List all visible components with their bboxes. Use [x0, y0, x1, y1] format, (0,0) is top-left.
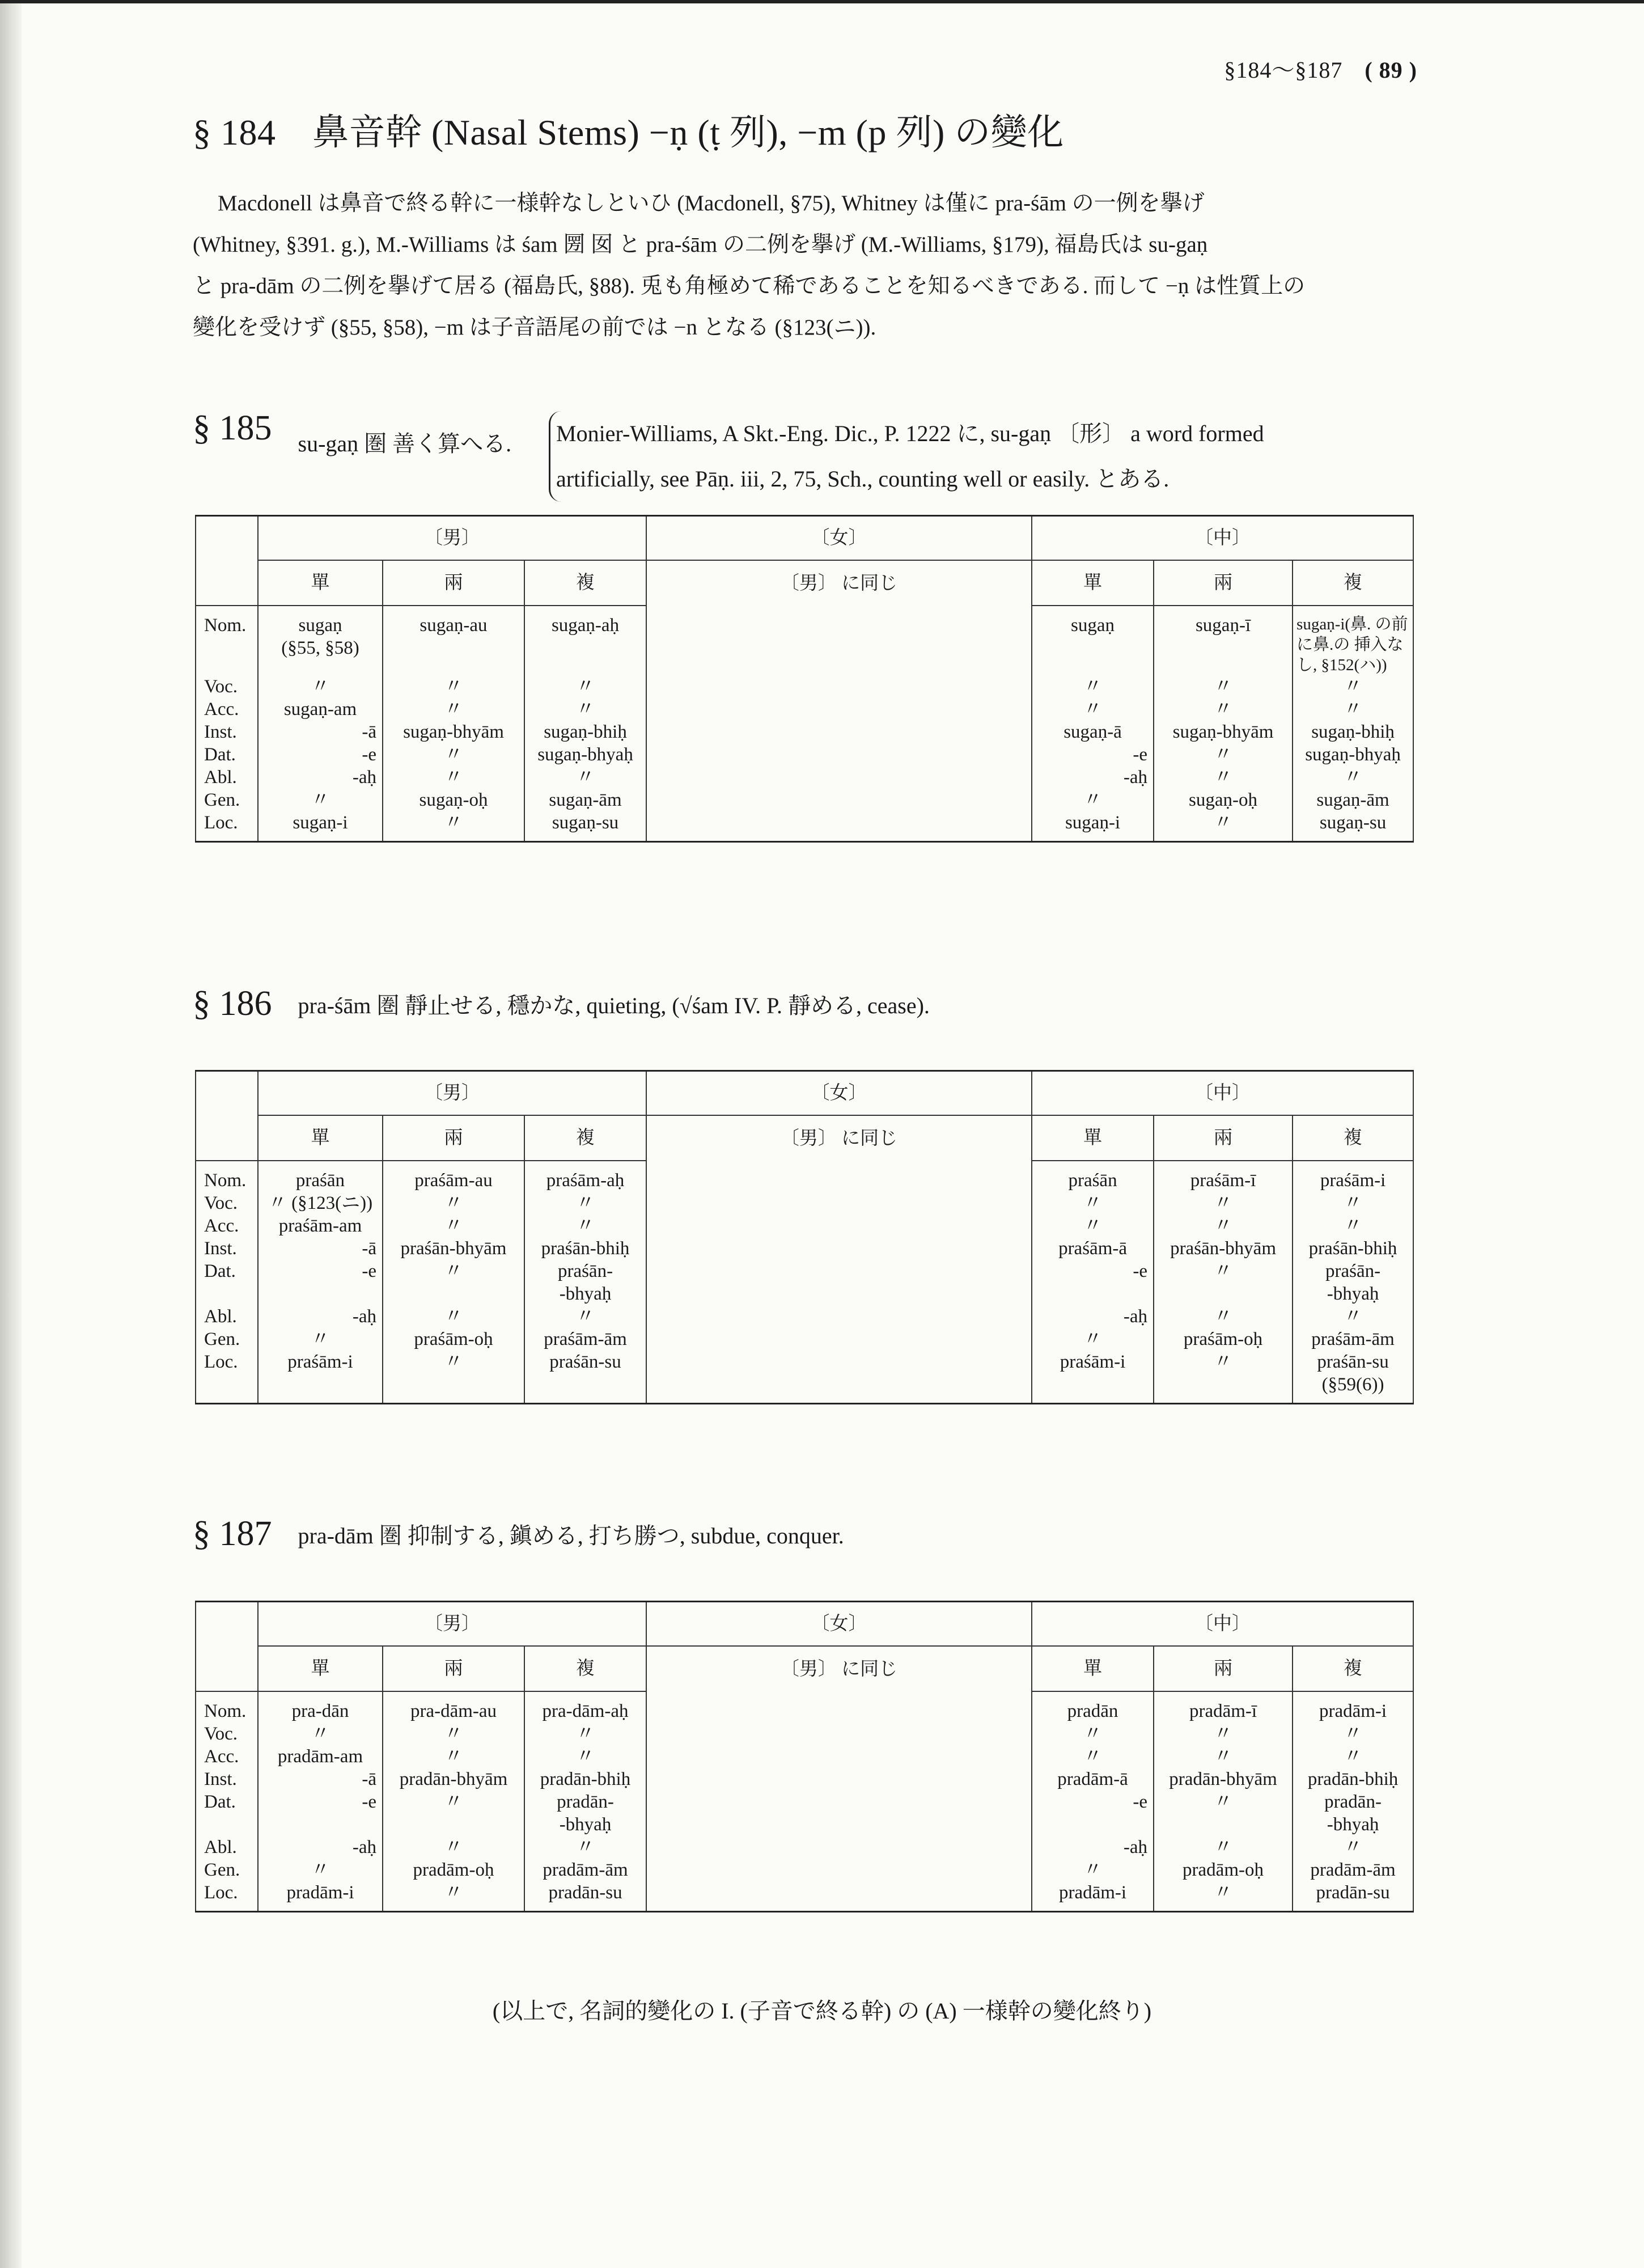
number-header-du: 兩 [383, 560, 524, 606]
form-cell: pradām-oḥ [1154, 1859, 1293, 1881]
form-cell: praśān-su [524, 1351, 646, 1404]
fem-cell [646, 1192, 1032, 1215]
form-cell: praśām-i [1293, 1161, 1413, 1192]
case-label: Dat. [196, 743, 258, 766]
form-cell: sugaṇ-bhyām [383, 721, 524, 743]
case-label: Dat. [196, 1791, 258, 1836]
form-cell: pradān [1032, 1691, 1154, 1723]
form-cell: pradām-am [258, 1745, 383, 1768]
form-cell: sugaṇ-su [1293, 811, 1413, 842]
form-cell: 〃 [1032, 1192, 1154, 1215]
form-cell: 〃 [383, 1745, 524, 1768]
form-cell: 〃 [1293, 1192, 1413, 1215]
table-row [196, 675, 1413, 698]
form-cell: 〃 [258, 1328, 383, 1351]
fem-cell [646, 811, 1032, 842]
table-row [196, 1836, 1413, 1859]
form-cell: pradān-su [1293, 1881, 1413, 1912]
case-label: Nom. [196, 1691, 258, 1723]
form-cell: 〃 [1032, 1745, 1154, 1768]
form-cell: pradām-ī [1154, 1691, 1293, 1723]
section-186-heading [193, 984, 930, 1024]
fem-cell [646, 1723, 1032, 1745]
section-185-heading [193, 408, 512, 456]
form-cell: pra-dām-au [383, 1691, 524, 1723]
form-cell: 〃 [1154, 698, 1293, 721]
form-cell: 〃 [383, 1192, 524, 1215]
case-label: Inst. [196, 721, 258, 743]
fem-cell [646, 1351, 1032, 1404]
form-cell: 〃 [1293, 1305, 1413, 1328]
fem-cell [646, 698, 1032, 721]
table-row [196, 1237, 1413, 1260]
form-cell: 〃 (§123(ニ)) [258, 1192, 383, 1215]
case-label: Acc. [196, 1745, 258, 1768]
form-cell: -e [258, 1260, 383, 1305]
number-header-pl: 複 [524, 1646, 646, 1691]
fem-cell [646, 1745, 1032, 1768]
form-cell: 〃 [1154, 1791, 1293, 1836]
form-cell: 〃 [383, 675, 524, 698]
table-row [196, 1791, 1413, 1836]
table-row [196, 1859, 1413, 1881]
gender-header-fem: 〔女〕 [646, 516, 1032, 561]
fem-cell [646, 1215, 1032, 1237]
form-cell: praśām-aḥ [524, 1161, 646, 1192]
form-cell: 〃 [524, 1192, 646, 1215]
number-header-sg: 單 [1032, 560, 1154, 606]
form-cell: praśām-i [258, 1351, 383, 1404]
declension-table-sugan [195, 515, 1414, 843]
form-cell: 〃 [383, 1723, 524, 1745]
declension-table-pradam [195, 1601, 1414, 1912]
paragraph-line: Macdonell は鼻音で終る幹に一様幹なしといひ (Macdonell, §75), Whitney は僅に pra-śām の一例を擧げ [218, 191, 1205, 215]
form-cell: -aḥ [1032, 766, 1154, 789]
form-cell: pradām-i [258, 1881, 383, 1912]
paragraph-line: と pra-dām の二例を擧げて居る (福島氏, §88). 兎も角極めて稀であることを知るべきである. 而して −ṇ は性質上の [193, 274, 1306, 298]
dictionary-note [549, 411, 1264, 502]
form-cell: 〃 [383, 698, 524, 721]
form-cell: praśām-ā [1032, 1237, 1154, 1260]
form-cell: 〃 [383, 1215, 524, 1237]
table-row [196, 1691, 1413, 1723]
table-row [196, 698, 1413, 721]
table-corner [196, 1602, 258, 1647]
gender-header-neut: 〔中〕 [1032, 516, 1413, 561]
form-cell: praśām-oḥ [1154, 1328, 1293, 1351]
form-cell: sugaṇ-bhiḥ [524, 721, 646, 743]
form-cell: pradām-oḥ [383, 1859, 524, 1881]
form-cell: 〃 [524, 698, 646, 721]
form-cell: praśām-ām [1293, 1328, 1413, 1351]
table-row [196, 811, 1413, 842]
fem-cell [646, 1161, 1032, 1192]
form-cell: 〃 [1154, 743, 1293, 766]
section-title: pra-śām 圏 靜止せる, 穩かな, quieting, (√śam IV. P. 靜める, cease). [298, 993, 930, 1018]
table-row [196, 1723, 1413, 1745]
case-label: Nom. [196, 606, 258, 675]
case-label: Loc. [196, 1881, 258, 1912]
form-cell: praśām-ī [1154, 1161, 1293, 1192]
form-cell: sugaṇ-au [383, 606, 524, 675]
fem-cell [646, 1305, 1032, 1328]
table-row [196, 1328, 1413, 1351]
form-cell: -e [258, 743, 383, 766]
case-label: Gen. [196, 1859, 258, 1881]
table-row [196, 721, 1413, 743]
form-cell: 〃 [524, 675, 646, 698]
dictionary-note-line: Monier-Williams, A Skt.-Eng. Dic., P. 1222 に, su-gaṇ 〔形〕 a word formed [556, 421, 1264, 446]
form-cell: 〃 [524, 1745, 646, 1768]
scan-edge [0, 0, 22, 2268]
dictionary-note-line: artificially, see Pāṇ. iii, 2, 75, Sch., counting well or easily. とある. [556, 466, 1170, 492]
form-cell: 〃 [1154, 1192, 1293, 1215]
form-cell: pradān-bhiḥ [1293, 1768, 1413, 1791]
form-cell: 〃 [258, 675, 383, 698]
form-cell: pradān- -bhyaḥ [524, 1791, 646, 1836]
fem-cell [646, 1328, 1032, 1351]
case-label: Nom. [196, 1161, 258, 1192]
form-cell: sugaṇ-bhyām [1154, 721, 1293, 743]
form-cell: praśām-au [383, 1161, 524, 1192]
gender-header-fem: 〔女〕 [646, 1602, 1032, 1647]
paragraph-line: (Whitney, §391. g.), M.-Williams は śam 圐 囡 と pra-śām の二例を擧げ (M.-Williams, §179), 福島氏は su-gaṇ [193, 232, 1208, 257]
form-cell: sugaṇ-aḥ [524, 606, 646, 675]
fem-cell [646, 1237, 1032, 1260]
form-cell: -ā [258, 721, 383, 743]
table-row [196, 743, 1413, 766]
form-cell: pradām-ā [1032, 1768, 1154, 1791]
gender-header-neut: 〔中〕 [1032, 1071, 1413, 1116]
table-corner [196, 560, 258, 606]
form-cell: -aḥ [258, 766, 383, 789]
gender-header-neut: 〔中〕 [1032, 1602, 1413, 1647]
table-row [196, 766, 1413, 789]
form-cell: -aḥ [258, 1836, 383, 1859]
form-cell: 〃 [1032, 1859, 1154, 1881]
fem-same-as-masc-note: 〔男〕 に同じ [646, 1115, 1032, 1161]
form-cell: sugaṇ (§55, §58) [258, 606, 383, 675]
section-number: § 186 [193, 984, 272, 1023]
form-cell: 〃 [383, 743, 524, 766]
number-header-sg: 單 [1032, 1646, 1154, 1691]
form-cell: praśān-bhyām [383, 1237, 524, 1260]
number-header-sg: 單 [258, 560, 383, 606]
form-cell: 〃 [1154, 675, 1293, 698]
form-cell: sugaṇ-bhyaḥ [1293, 743, 1413, 766]
number-header-du: 兩 [383, 1646, 524, 1691]
form-cell: sugaṇ-oḥ [1154, 789, 1293, 811]
case-label: Loc. [196, 811, 258, 842]
number-header-pl: 複 [1293, 1115, 1413, 1161]
case-label: Loc. [196, 1351, 258, 1404]
form-cell: praśām-oḥ [383, 1328, 524, 1351]
form-cell: pra-dām-aḥ [524, 1691, 646, 1723]
form-cell: 〃 [524, 1836, 646, 1859]
form-cell: sugaṇ-ām [1293, 789, 1413, 811]
number-header-du: 兩 [1154, 1115, 1293, 1161]
number-header-pl: 複 [1293, 1646, 1413, 1691]
form-cell: sugaṇ-ām [524, 789, 646, 811]
fem-cell [646, 675, 1032, 698]
number-header-row [196, 1646, 1413, 1691]
number-header-row [196, 560, 1413, 606]
case-label: Gen. [196, 1328, 258, 1351]
case-label: Acc. [196, 1215, 258, 1237]
form-cell: 〃 [1293, 1215, 1413, 1237]
form-cell: sugaṇ-ī [1154, 606, 1293, 675]
fem-cell [646, 1791, 1032, 1836]
form-cell: 〃 [258, 1859, 383, 1881]
table-row [196, 1305, 1413, 1328]
form-cell: -aḥ [1032, 1836, 1154, 1859]
form-cell: sugaṇ-i(鼻. の前に鼻.の 挿入なし, §152(ハ)) [1293, 606, 1413, 675]
fem-cell [646, 1859, 1032, 1881]
form-cell: 〃 [1154, 766, 1293, 789]
form-cell: 〃 [1154, 811, 1293, 842]
table-row [196, 789, 1413, 811]
fem-cell [646, 1836, 1032, 1859]
case-label: Inst. [196, 1237, 258, 1260]
form-cell: 〃 [1032, 1723, 1154, 1745]
form-cell: pradān-bhiḥ [524, 1768, 646, 1791]
form-cell: 〃 [524, 1305, 646, 1328]
fem-cell [646, 1768, 1032, 1791]
section-184-heading: § 184 鼻音幹 (Nasal Stems) −ṇ (ṭ 列), −m (p 列) の變化 [193, 112, 1064, 153]
fem-cell [646, 1260, 1032, 1305]
number-header-sg: 單 [1032, 1115, 1154, 1161]
form-cell: 〃 [524, 1723, 646, 1745]
form-cell: sugaṇ-oḥ [383, 789, 524, 811]
form-cell: pradān- -bhyaḥ [1293, 1791, 1413, 1836]
number-header-pl: 複 [524, 560, 646, 606]
table-row [196, 1215, 1413, 1237]
table-row [196, 606, 1413, 675]
form-cell: 〃 [524, 1215, 646, 1237]
number-header-pl: 複 [524, 1115, 646, 1161]
table-corner [196, 1071, 258, 1116]
table-row [196, 1161, 1413, 1192]
form-cell: praśān-bhiḥ [524, 1237, 646, 1260]
form-cell: -e [1032, 1260, 1154, 1305]
case-label: Voc. [196, 1192, 258, 1215]
form-cell: 〃 [1154, 1745, 1293, 1768]
form-cell: 〃 [258, 789, 383, 811]
fem-cell [646, 743, 1032, 766]
gender-header-fem: 〔女〕 [646, 1071, 1032, 1116]
fem-cell [646, 789, 1032, 811]
form-cell: pradān-bhyām [383, 1768, 524, 1791]
number-header-du: 兩 [1154, 1646, 1293, 1691]
form-cell: pra-dān [258, 1691, 383, 1723]
number-header-pl: 複 [1293, 560, 1413, 606]
closing-note: (以上で, 名詞的變化の I. (子音で終る幹) の (A) 一様幹の變化終り) [492, 1998, 1152, 2024]
table-row [196, 1881, 1413, 1912]
form-cell: praśām-am [258, 1215, 383, 1237]
form-cell: 〃 [1293, 675, 1413, 698]
top-rule [0, 0, 1644, 3]
gender-header-row [196, 516, 1413, 561]
form-cell: 〃 [1293, 766, 1413, 789]
page-number: ( 89 ) [1365, 57, 1417, 83]
form-cell: 〃 [1032, 1215, 1154, 1237]
form-cell: 〃 [383, 1836, 524, 1859]
form-cell: praśān [1032, 1161, 1154, 1192]
number-header-du: 兩 [1154, 560, 1293, 606]
form-cell: 〃 [1154, 1260, 1293, 1305]
form-cell: praśām-i [1032, 1351, 1154, 1404]
table-row [196, 1768, 1413, 1791]
form-cell: -ā [258, 1237, 383, 1260]
table-corner [196, 516, 258, 561]
form-cell: 〃 [1154, 1723, 1293, 1745]
fem-same-as-masc-note: 〔男〕 に同じ [646, 1646, 1032, 1691]
form-cell: praśān- -bhyaḥ [1293, 1260, 1413, 1305]
gender-header-row [196, 1071, 1413, 1116]
form-cell: 〃 [1032, 789, 1154, 811]
form-cell: pradān-su [524, 1881, 646, 1912]
form-cell: 〃 [1032, 675, 1154, 698]
case-label: Voc. [196, 675, 258, 698]
form-cell: -ā [258, 1768, 383, 1791]
form-cell: 〃 [1032, 698, 1154, 721]
case-label: Abl. [196, 766, 258, 789]
declension-table-prasam [195, 1070, 1414, 1404]
number-header-sg: 單 [258, 1646, 383, 1691]
form-cell: sugaṇ-bhyaḥ [524, 743, 646, 766]
table-corner [196, 1115, 258, 1161]
form-cell: sugaṇ-am [258, 698, 383, 721]
form-cell: 〃 [524, 766, 646, 789]
gender-header-masc: 〔男〕 [258, 516, 646, 561]
fem-cell [646, 721, 1032, 743]
form-cell: sugaṇ-i [1032, 811, 1154, 842]
running-head-sections: §184〜§187 [1224, 57, 1343, 83]
form-cell: praśān- -bhyaḥ [524, 1260, 646, 1305]
table-corner [196, 1646, 258, 1691]
form-cell: 〃 [1293, 1836, 1413, 1859]
form-cell: praśān-su (§59(6)) [1293, 1351, 1413, 1404]
case-label: Gen. [196, 789, 258, 811]
form-cell: 〃 [1154, 1305, 1293, 1328]
case-label: Acc. [196, 698, 258, 721]
fem-cell [646, 1881, 1032, 1912]
number-header-row [196, 1115, 1413, 1161]
form-cell: 〃 [383, 1305, 524, 1328]
section-187-heading [193, 1514, 844, 1554]
form-cell: -e [1032, 743, 1154, 766]
section-number: § 187 [193, 1514, 272, 1553]
form-cell: sugaṇ-bhiḥ [1293, 721, 1413, 743]
form-cell: praśān-bhiḥ [1293, 1237, 1413, 1260]
form-cell: 〃 [383, 1351, 524, 1404]
form-cell: 〃 [1032, 1328, 1154, 1351]
case-label: Abl. [196, 1836, 258, 1859]
form-cell: pradām-i [1293, 1691, 1413, 1723]
form-cell: 〃 [258, 1723, 383, 1745]
section-184-paragraph [193, 183, 1412, 348]
case-label: Abl. [196, 1305, 258, 1328]
gender-header-masc: 〔男〕 [258, 1602, 646, 1647]
form-cell: -e [258, 1791, 383, 1836]
form-cell: 〃 [1154, 1215, 1293, 1237]
form-cell: 〃 [1154, 1351, 1293, 1404]
form-cell: pradām-ām [1293, 1859, 1413, 1881]
form-cell: 〃 [383, 811, 524, 842]
table-row [196, 1351, 1413, 1404]
case-label: Inst. [196, 1768, 258, 1791]
form-cell: -e [1032, 1791, 1154, 1836]
form-cell: sugaṇ-su [524, 811, 646, 842]
form-cell: praśān [258, 1161, 383, 1192]
form-cell: 〃 [1293, 1745, 1413, 1768]
form-cell: praśān-bhyām [1154, 1237, 1293, 1260]
fem-same-as-masc-note: 〔男〕 に同じ [646, 560, 1032, 606]
table-row [196, 1192, 1413, 1215]
fem-cell [646, 606, 1032, 675]
number-header-du: 兩 [383, 1115, 524, 1161]
number-header-sg: 單 [258, 1115, 383, 1161]
form-cell: sugaṇ-ā [1032, 721, 1154, 743]
form-cell: 〃 [383, 1791, 524, 1836]
form-cell: 〃 [383, 1260, 524, 1305]
case-label: Voc. [196, 1723, 258, 1745]
table-row [196, 1745, 1413, 1768]
case-label: Dat. [196, 1260, 258, 1305]
form-cell: 〃 [1293, 698, 1413, 721]
form-cell: pradām-ām [524, 1859, 646, 1881]
form-cell: sugaṇ [1032, 606, 1154, 675]
form-cell: -aḥ [1032, 1305, 1154, 1328]
form-cell: sugaṇ-i [258, 811, 383, 842]
form-cell: 〃 [1293, 1723, 1413, 1745]
form-cell: praśām-ām [524, 1328, 646, 1351]
form-cell: -aḥ [258, 1305, 383, 1328]
fem-cell [646, 1691, 1032, 1723]
paragraph-line: 變化を受けず (§55, §58), −m は子音語尾の前では −n となる (§123(ニ)). [193, 315, 876, 340]
section-title: pra-dām 圏 抑制する, 鎭める, 打ち勝つ, subdue, conquer. [298, 1523, 844, 1548]
form-cell: 〃 [1154, 1881, 1293, 1912]
section-number: § 185 [193, 409, 272, 447]
table-row [196, 1260, 1413, 1305]
section-title: su-gaṇ 圏 善く算へる. [298, 431, 512, 456]
form-cell: pradān-bhyām [1154, 1768, 1293, 1791]
gender-header-masc: 〔男〕 [258, 1071, 646, 1116]
fem-cell [646, 766, 1032, 789]
form-cell: pradām-i [1032, 1881, 1154, 1912]
form-cell: 〃 [383, 1881, 524, 1912]
form-cell: 〃 [383, 766, 524, 789]
gender-header-row [196, 1602, 1413, 1647]
running-head [1224, 52, 1417, 84]
form-cell: 〃 [1154, 1836, 1293, 1859]
